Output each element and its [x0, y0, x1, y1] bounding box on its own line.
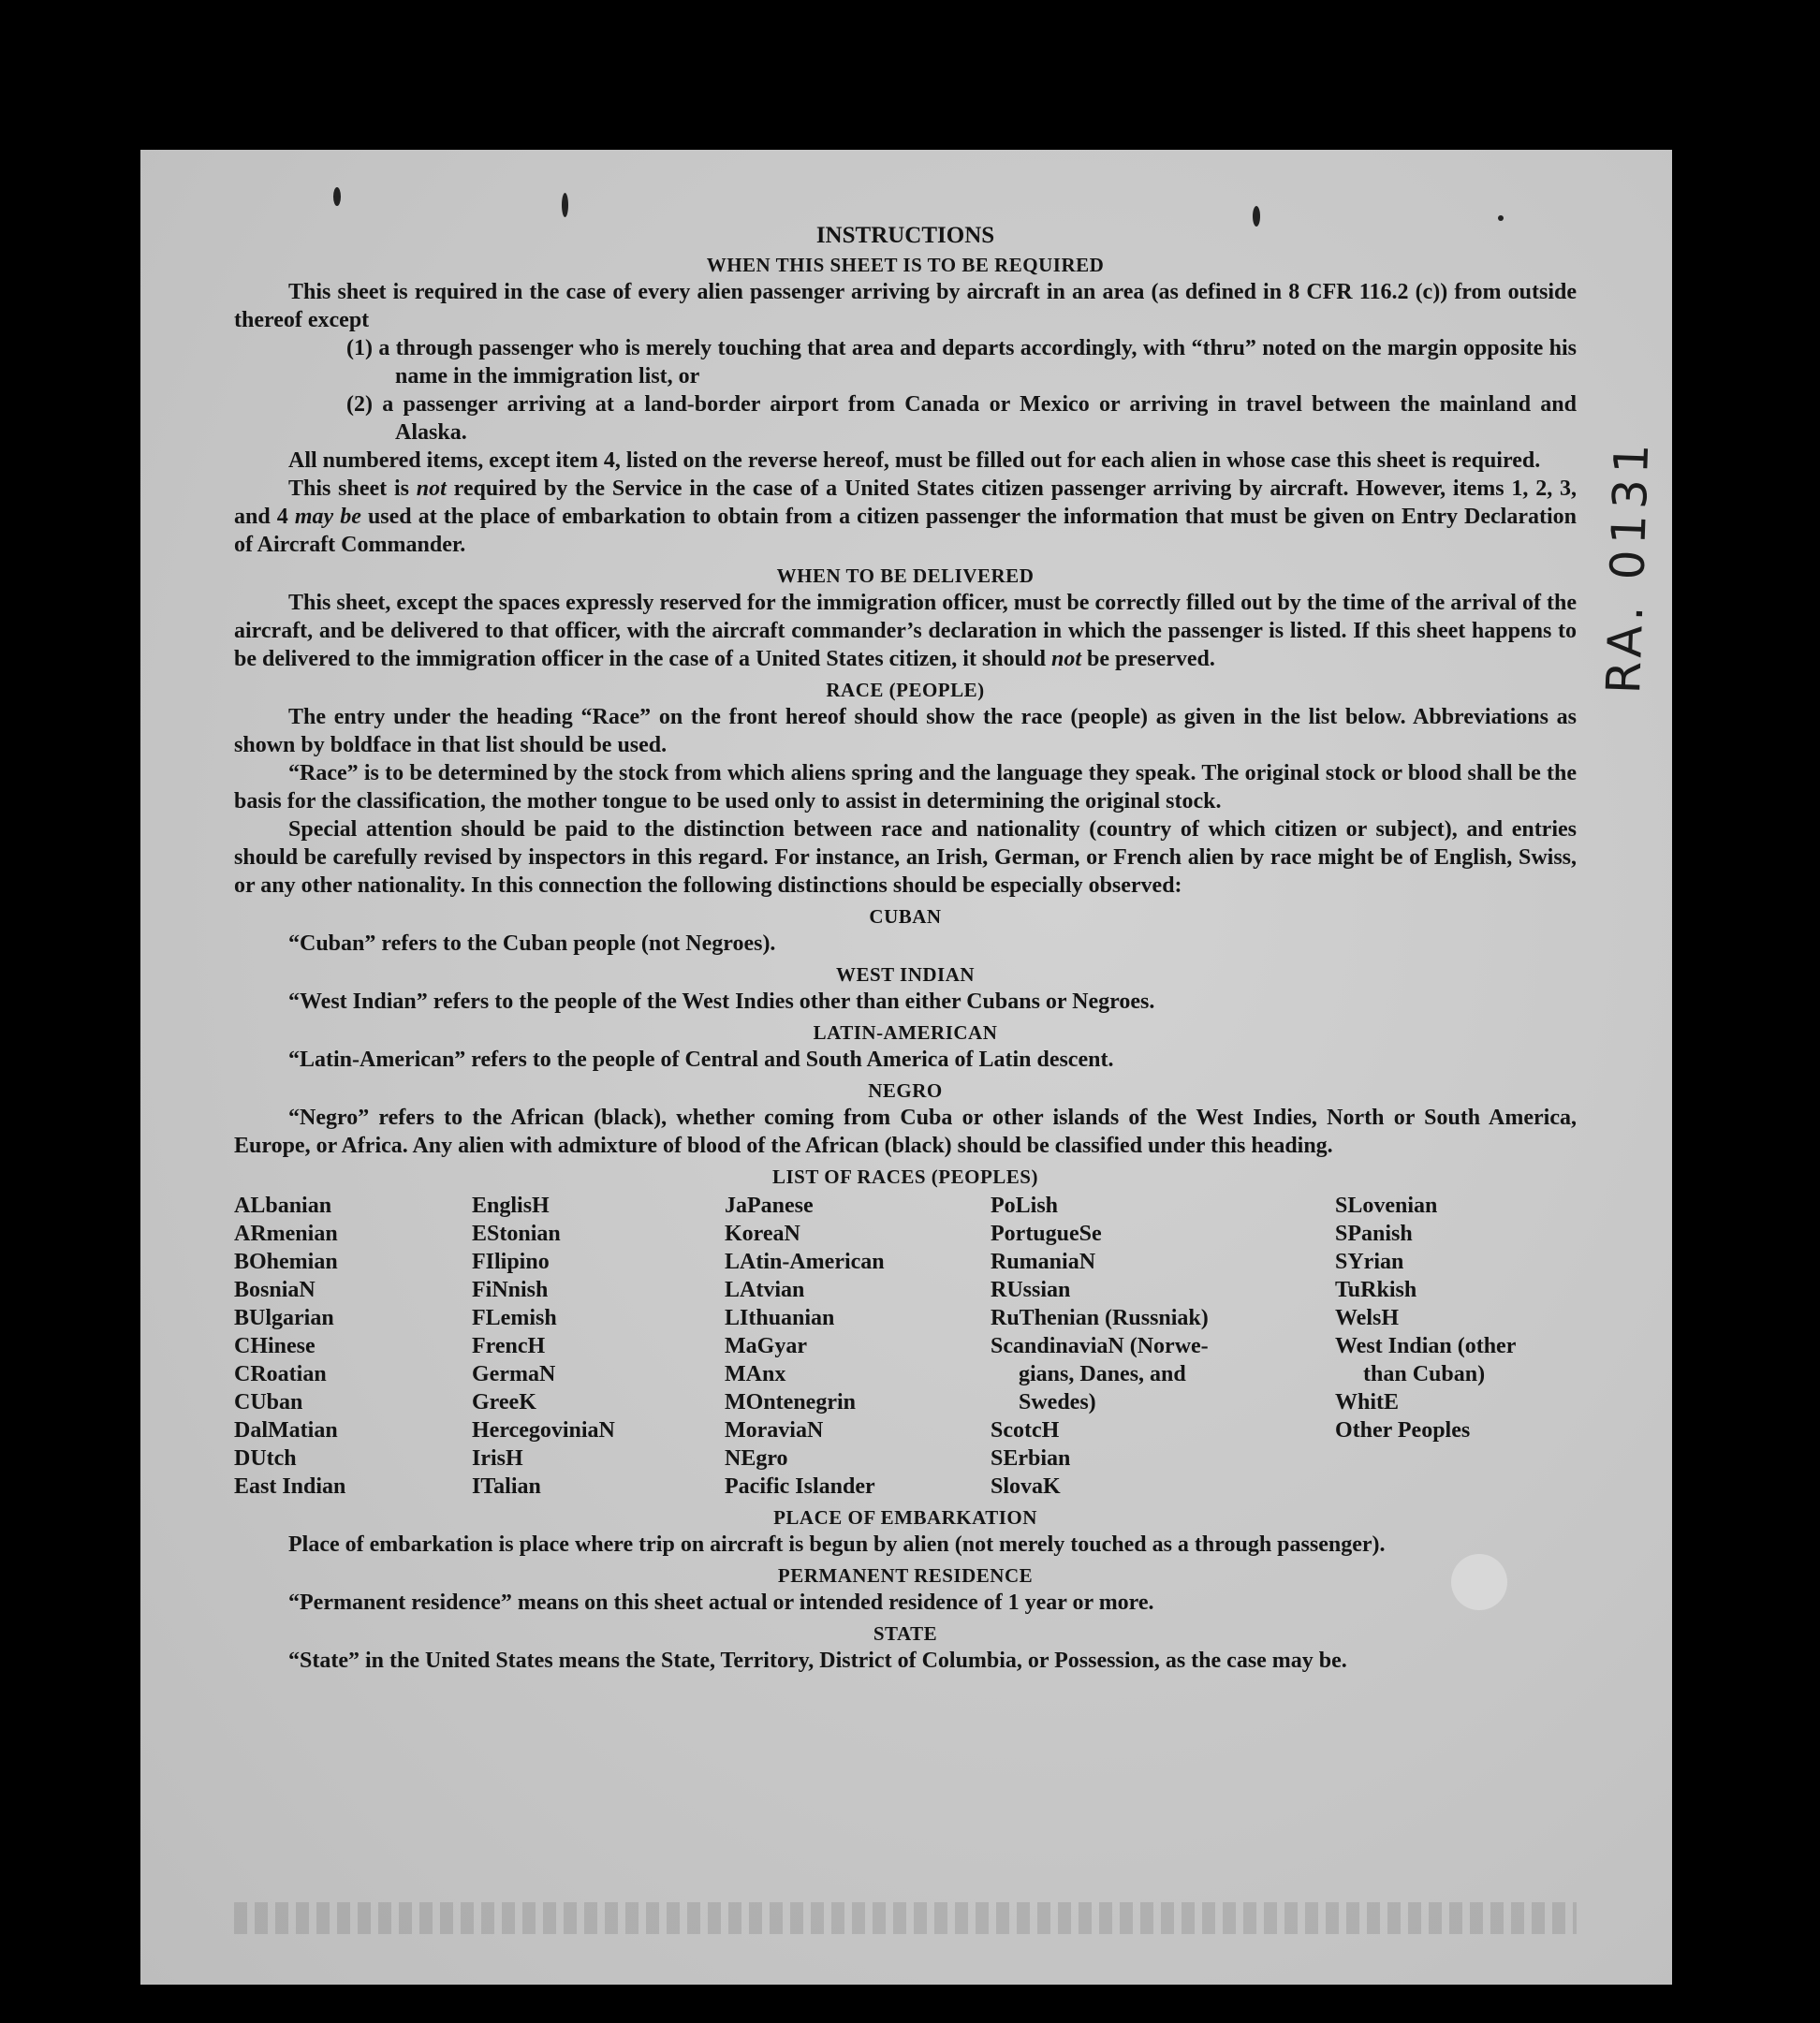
list-item: LAtvian: [725, 1278, 805, 1302]
instructions-body: [234, 220, 1577, 1675]
list-item: MaGyar: [725, 1334, 807, 1358]
list-item: KoreaN: [725, 1222, 800, 1246]
list-item: LIthuanian: [725, 1306, 835, 1330]
heading-state: STATE: [873, 1622, 938, 1645]
list-item-exception-2: (2) a passenger arriving at a land-border airport from Canada or Mexico or arriving in travel between the mainland and Alaska.: [346, 392, 1577, 445]
paragraph-citizen-passenger: This sheet is not required by the Service in the case of a United States citizen passenger arriving by aircraft. However, items 1, 2, 3, and 4 may be used at the place of embarkation to obtain from a citizen passenger the information that must be given on Entry Declaration of Aircraft Commander.: [234, 476, 1578, 557]
paragraph-race-nationality: Special attention should be paid to the distinction between race and nationality (country of which citizen or subject), and entries should be carefully revised by inspectors in this regard. For instance, an Irish, German, or French alien by race might be of English, Swiss, or any other nationality. In this connection the following distinctions should be especially observed:: [234, 817, 1577, 898]
list-item: TuRkish: [1335, 1278, 1417, 1302]
list-item: GermaN: [472, 1362, 556, 1386]
heading-cuban: CUBAN: [869, 905, 942, 928]
scan-mark: [1253, 206, 1260, 227]
list-item-exception-1: (1) a through passenger who is merely touching that area and departs accordingly, with “thru” noted on the margin opposite his name in the immigration list, or: [346, 336, 1577, 388]
heading-race: RACE (PEOPLE): [826, 679, 985, 701]
list-item: ALbanian: [234, 1194, 332, 1218]
paragraph-race-entry: The entry under the heading “Race” on the front hereof should show the race (people) as given in the list below. Abbreviations as shown by boldface in that list should be used.: [234, 705, 1577, 757]
races-column-5: [1335, 1192, 1577, 1501]
list-item: RuThenian (Russniak): [991, 1306, 1209, 1330]
list-item: East Indian: [234, 1474, 346, 1499]
list-item: SlovaK: [991, 1474, 1061, 1499]
list-item: CUban: [234, 1390, 303, 1415]
races-column-3: [725, 1192, 991, 1501]
paragraph-residence: “Permanent residence” means on this sheet actual or intended residence of 1 year or more.: [288, 1591, 1154, 1615]
document-sheet: [140, 150, 1672, 1985]
paragraph-required-intro: This sheet is required in the case of every alien passenger arriving by aircraft in an area (as defined in 8 CFR 116.2 (c)) from outside thereof except: [234, 280, 1577, 332]
list-item: DUtch: [234, 1446, 297, 1471]
list-item: HercegoviniaN: [472, 1418, 615, 1443]
list-item: JaPanese: [725, 1194, 814, 1218]
heading-list-of-races: LIST OF RACES (PEOPLES): [772, 1165, 1038, 1188]
list-item: FIlipino: [472, 1250, 550, 1274]
paper-blemish: [1451, 1554, 1507, 1610]
heading-permanent-residence: PERMANENT RESIDENCE: [777, 1564, 1034, 1587]
list-item: EnglisH: [472, 1194, 550, 1218]
list-item: RumaniaN: [991, 1250, 1096, 1274]
list-item: PortugueSe: [991, 1222, 1102, 1246]
list-item: ARmenian: [234, 1222, 338, 1246]
races-column-1: [234, 1192, 472, 1501]
list-item: WelsH: [1335, 1306, 1400, 1330]
list-item: FLemish: [472, 1306, 557, 1330]
paragraph-state: “State” in the United States means the State, Territory, District of Columbia, or Possession, as the case may be.: [288, 1649, 1347, 1673]
list-item: GreeK: [472, 1390, 536, 1415]
heading-west-indian: WEST INDIAN: [835, 963, 976, 986]
list-item: MoraviaN: [725, 1418, 824, 1443]
scan-mark: [1498, 215, 1504, 221]
heading-when-delivered: WHEN TO BE DELIVERED: [776, 564, 1035, 587]
list-item: PoLish: [991, 1194, 1059, 1218]
list-item: RUssian: [991, 1278, 1071, 1302]
paragraph-delivery: This sheet, except the spaces expressly reserved for the immigration officer, must be correctly filled out by the time of the arrival of the aircraft, and be delivered to that officer, with the aircraft commander’s declaration in which the passenger is listed. If this sheet happens to be delivered to the immigration officer in the case of a United States citizen, it should not be preserved.: [234, 591, 1577, 671]
list-item: SLovenian: [1335, 1194, 1438, 1218]
faint-footer-print: [234, 1902, 1577, 1934]
list-item: BosniaN: [234, 1278, 316, 1302]
list-item: NEgro: [725, 1446, 788, 1471]
list-item: than Cuban): [1363, 1362, 1486, 1386]
list-item: West Indian (other: [1335, 1334, 1517, 1358]
list-item: FrencH: [472, 1334, 546, 1358]
list-item: FiNnish: [472, 1278, 549, 1302]
list-item: ITalian: [472, 1474, 541, 1499]
list-item: MOntenegrin: [725, 1390, 856, 1415]
list-item: ScotcH: [991, 1418, 1060, 1443]
heading-latin-american: LATIN-AMERICAN: [813, 1021, 998, 1044]
heading-place-of-embarkation: PLACE OF EMBARKATION: [773, 1506, 1037, 1529]
handwritten-annotation: RA. 0131: [1596, 437, 1660, 696]
paragraph-numbered-items: All numbered items, except item 4, listed on the reverse hereof, must be filled out for each alien in whose case this sheet is required.: [288, 448, 1541, 473]
list-item: Pacific Islander: [725, 1474, 875, 1499]
list-item: gians, Danes, and: [1019, 1362, 1186, 1386]
heading-when-required: WHEN THIS SHEET IS TO BE REQUIRED: [706, 254, 1105, 276]
list-item: DalMatian: [234, 1418, 338, 1443]
list-item: Swedes): [1019, 1390, 1096, 1415]
list-item: BOhemian: [234, 1250, 338, 1274]
paragraph-cuban: “Cuban” refers to the Cuban people (not Negroes).: [288, 931, 776, 956]
list-item: IrisH: [472, 1446, 523, 1471]
races-list: [234, 1192, 1577, 1501]
list-item: CHinese: [234, 1334, 316, 1358]
list-item: Other Peoples: [1335, 1418, 1471, 1443]
paragraph-race-stock: “Race” is to be determined by the stock from which aliens spring and the language they speak. The original stock or blood shall be the basis for the classification, the mother tongue to be used only to assist in determining the original stock.: [234, 761, 1577, 814]
list-item: SErbian: [991, 1446, 1071, 1471]
list-item: SPanish: [1335, 1222, 1413, 1246]
list-item: EStonian: [472, 1222, 561, 1246]
scan-mark: [562, 193, 568, 217]
list-item: WhitE: [1335, 1390, 1400, 1415]
page-title: INSTRUCTIONS: [815, 223, 995, 248]
races-column-4: [991, 1192, 1335, 1501]
paragraph-latin-american: “Latin-American” refers to the people of Central and South America of Latin descent.: [288, 1048, 1114, 1072]
list-item: CRoatian: [234, 1362, 327, 1386]
paragraph-negro: “Negro” refers to the African (black), whether coming from Cuba or other islands of the West Indies, North or South America, Europe, or Africa. Any alien with admixture of blood of the African (black) should be classified under this heading.: [234, 1106, 1577, 1158]
list-item: LAtin-American: [725, 1250, 885, 1274]
heading-negro: NEGRO: [868, 1079, 943, 1102]
paragraph-embarkation: Place of embarkation is place where trip on aircraft is begun by alien (not merely touched as a through passenger).: [288, 1532, 1386, 1557]
list-item: MAnx: [725, 1362, 786, 1386]
races-column-2: [472, 1192, 725, 1501]
scan-mark: [333, 187, 341, 206]
paragraph-west-indian: “West Indian” refers to the people of the West Indies other than either Cubans or Negroes.: [288, 990, 1155, 1014]
list-item: BUlgarian: [234, 1306, 334, 1330]
list-item: SYrian: [1335, 1250, 1404, 1274]
list-item: ScandinaviaN (Norwe-: [991, 1334, 1209, 1358]
